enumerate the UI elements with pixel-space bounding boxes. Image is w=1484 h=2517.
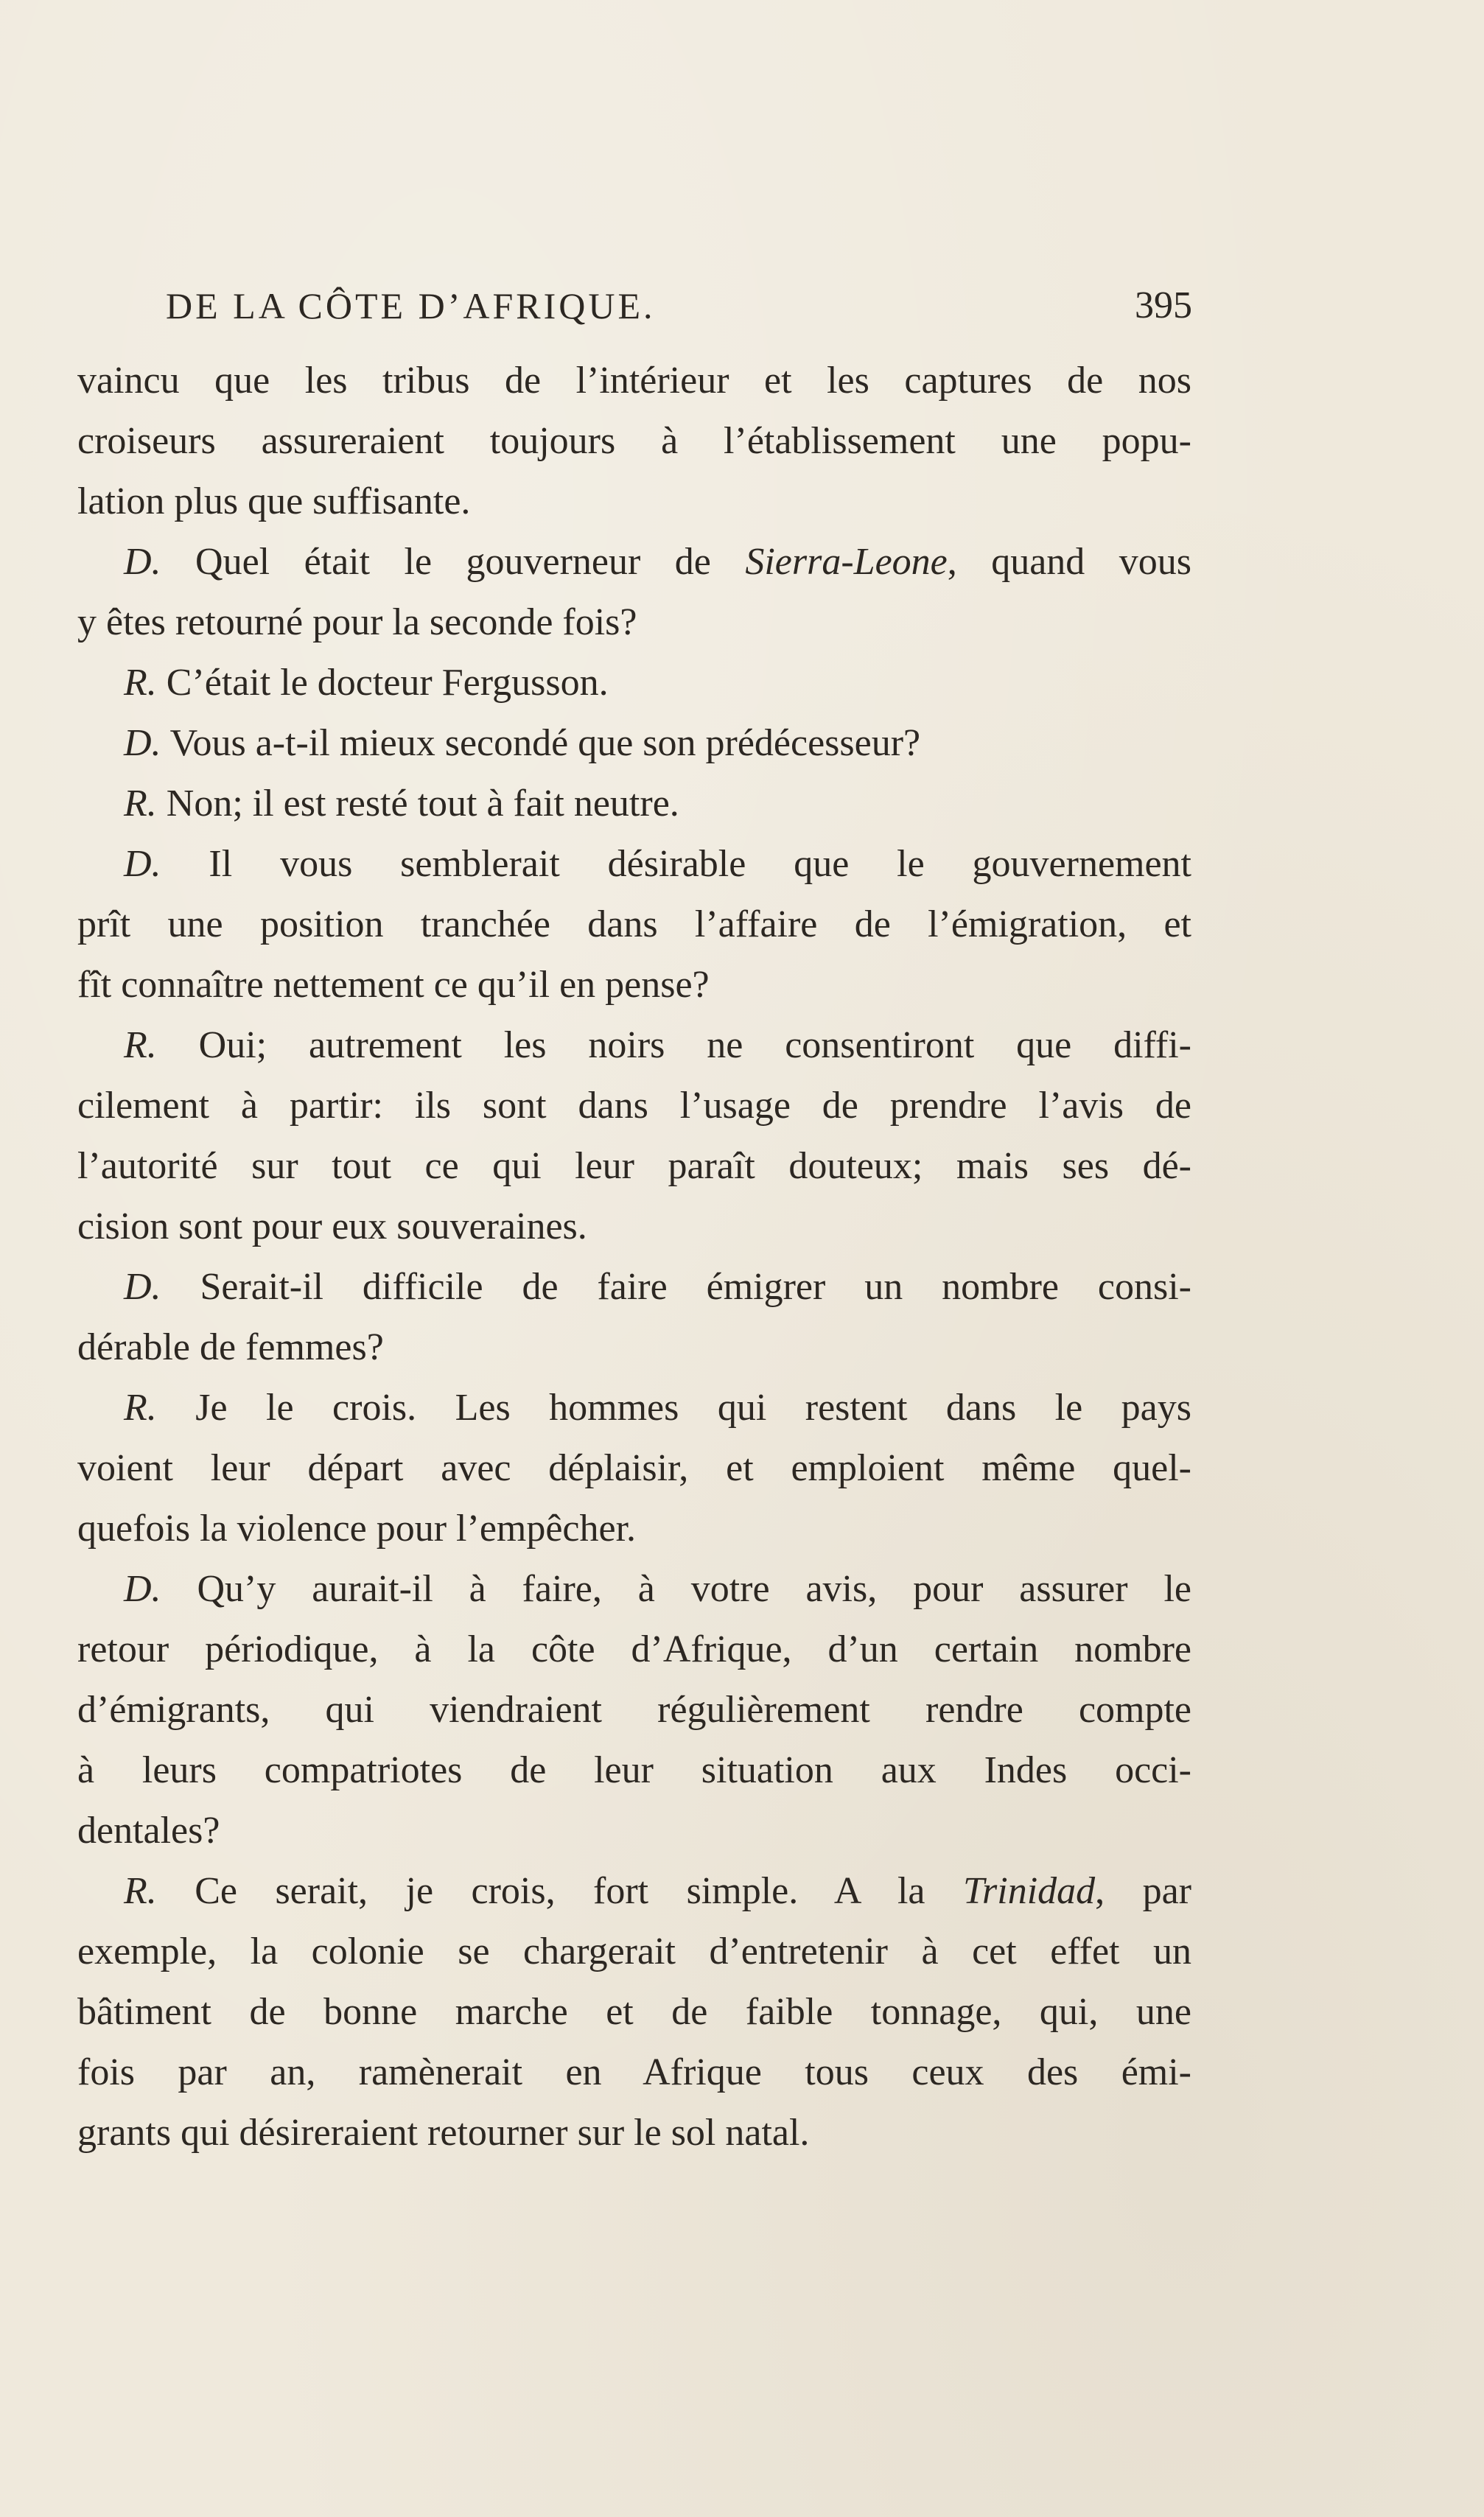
- speaker-label: D.: [124, 843, 161, 885]
- text-line: [77, 1499, 1191, 1559]
- text-line: [77, 1257, 1191, 1317]
- italic-place-name: Trinidad: [962, 1870, 1096, 1912]
- text-line: [77, 653, 1191, 713]
- text-line: [77, 1438, 1191, 1499]
- text-line: [77, 1076, 1191, 1136]
- text-line: [77, 1982, 1191, 2042]
- text-segment: exemple, la colonie se chargerait d’entretenir à cet effet un: [77, 1930, 1191, 1972]
- text-segment: à leurs compatriotes de leur situation aux Indes occi-: [77, 1749, 1191, 1791]
- text-line: [77, 351, 1191, 411]
- text-line: [77, 774, 1191, 834]
- body-text: [77, 351, 1191, 2163]
- text-line: [77, 532, 1191, 592]
- text-segment: l’autorité sur tout ce qui leur paraît douteux; mais ses dé-: [77, 1145, 1191, 1187]
- text-line: [77, 1317, 1191, 1378]
- text-line: [77, 1559, 1191, 1620]
- text-segment: lation plus que suffisante.: [77, 480, 471, 522]
- text-line: [77, 713, 1191, 774]
- text-segment: voient leur départ avec déplaisir, et emploient même quel-: [77, 1447, 1191, 1489]
- text-segment: cision sont pour eux souveraines.: [77, 1205, 587, 1247]
- text-segment: dérable de femmes?: [77, 1326, 384, 1368]
- text-line: [77, 1922, 1191, 1982]
- speaker-label: D.: [124, 541, 161, 583]
- text-segment: Quel était le gouverneur de: [161, 541, 746, 583]
- text-segment: Vous a-t-il mieux secondé que son prédécesseur?: [161, 722, 921, 764]
- text-segment: , quand vous: [947, 541, 1191, 583]
- speaker-label: R.: [124, 783, 157, 825]
- text-segment: fît connaître nettement ce qu’il en pense?: [77, 964, 710, 1006]
- speaker-label: D.: [124, 1568, 161, 1610]
- italic-place-name: Sierra-Leone: [745, 541, 948, 583]
- text-line: [77, 2042, 1191, 2103]
- text-line: [77, 1740, 1191, 1801]
- speaker-label: R.: [124, 1024, 157, 1066]
- running-title: DE LA CÔTE D’AFRIQUE.: [166, 285, 656, 326]
- speaker-label: R.: [124, 662, 157, 704]
- text-segment: Ce serait, je crois, fort simple. A la: [156, 1870, 963, 1912]
- text-segment: bâtiment de bonne marche et de faible tonnage, qui, une: [77, 1991, 1191, 2033]
- text-segment: Serait-il difficile de faire émigrer un nombre consi-: [161, 1266, 1191, 1308]
- text-segment: d’émigrants, qui viendraient régulièrement rendre compte: [77, 1689, 1191, 1731]
- speaker-label: D.: [124, 722, 161, 764]
- text-segment: fois par an, ramènerait en Afrique tous ceux des émi-: [77, 2051, 1191, 2093]
- text-segment: C’était le docteur Fergusson.: [156, 662, 609, 704]
- speaker-label: R.: [124, 1387, 157, 1429]
- text-line: [77, 1861, 1191, 1922]
- text-segment: grants qui désireraient retourner sur le sol natal.: [77, 2112, 810, 2154]
- text-line: [77, 1378, 1191, 1438]
- text-segment: Oui; autrement les noirs ne consentiront que diffi-: [156, 1024, 1191, 1066]
- text-line: [77, 1136, 1191, 1197]
- text-line: [77, 2103, 1191, 2163]
- text-line: [77, 955, 1191, 1015]
- text-segment: prît une position tranchée dans l’affaire de l’émigration, et: [77, 903, 1191, 945]
- text-segment: Qu’y aurait-il à faire, à votre avis, pour assurer le: [161, 1568, 1191, 1610]
- text-segment: Il vous semblerait désirable que le gouvernement: [161, 843, 1191, 885]
- text-segment: dentales?: [77, 1810, 220, 1852]
- text-line: [77, 1015, 1191, 1076]
- text-line: [77, 411, 1191, 472]
- text-line: [77, 1620, 1191, 1680]
- text-segment: vaincu que les tribus de l’intérieur et les captures de nos: [77, 360, 1191, 402]
- text-line: [77, 592, 1191, 653]
- text-segment: y êtes retourné pour la seconde fois?: [77, 601, 637, 643]
- speaker-label: D.: [124, 1266, 161, 1308]
- speaker-label: R.: [124, 1870, 157, 1912]
- text-segment: croiseurs assureraient toujours à l’établissement une popu-: [77, 420, 1191, 462]
- text-line: [77, 834, 1191, 895]
- text-segment: Non; il est resté tout à fait neutre.: [156, 783, 679, 825]
- text-line: [77, 1680, 1191, 1740]
- text-segment: retour périodique, à la côte d’Afrique, d’un certain nombre: [77, 1628, 1191, 1670]
- text-segment: , par: [1095, 1870, 1191, 1912]
- text-segment: quefois la violence pour l’empêcher.: [77, 1508, 637, 1550]
- text-segment: cilement à partir: ils sont dans l’usage de prendre l’avis de: [77, 1085, 1191, 1127]
- text-line: [77, 1197, 1191, 1257]
- text-line: [77, 895, 1191, 955]
- text-line: [77, 472, 1191, 532]
- text-segment: Je le crois. Les hommes qui restent dans le pays: [156, 1387, 1191, 1429]
- text-line: [77, 1801, 1191, 1861]
- page-number: 395: [1135, 284, 1192, 326]
